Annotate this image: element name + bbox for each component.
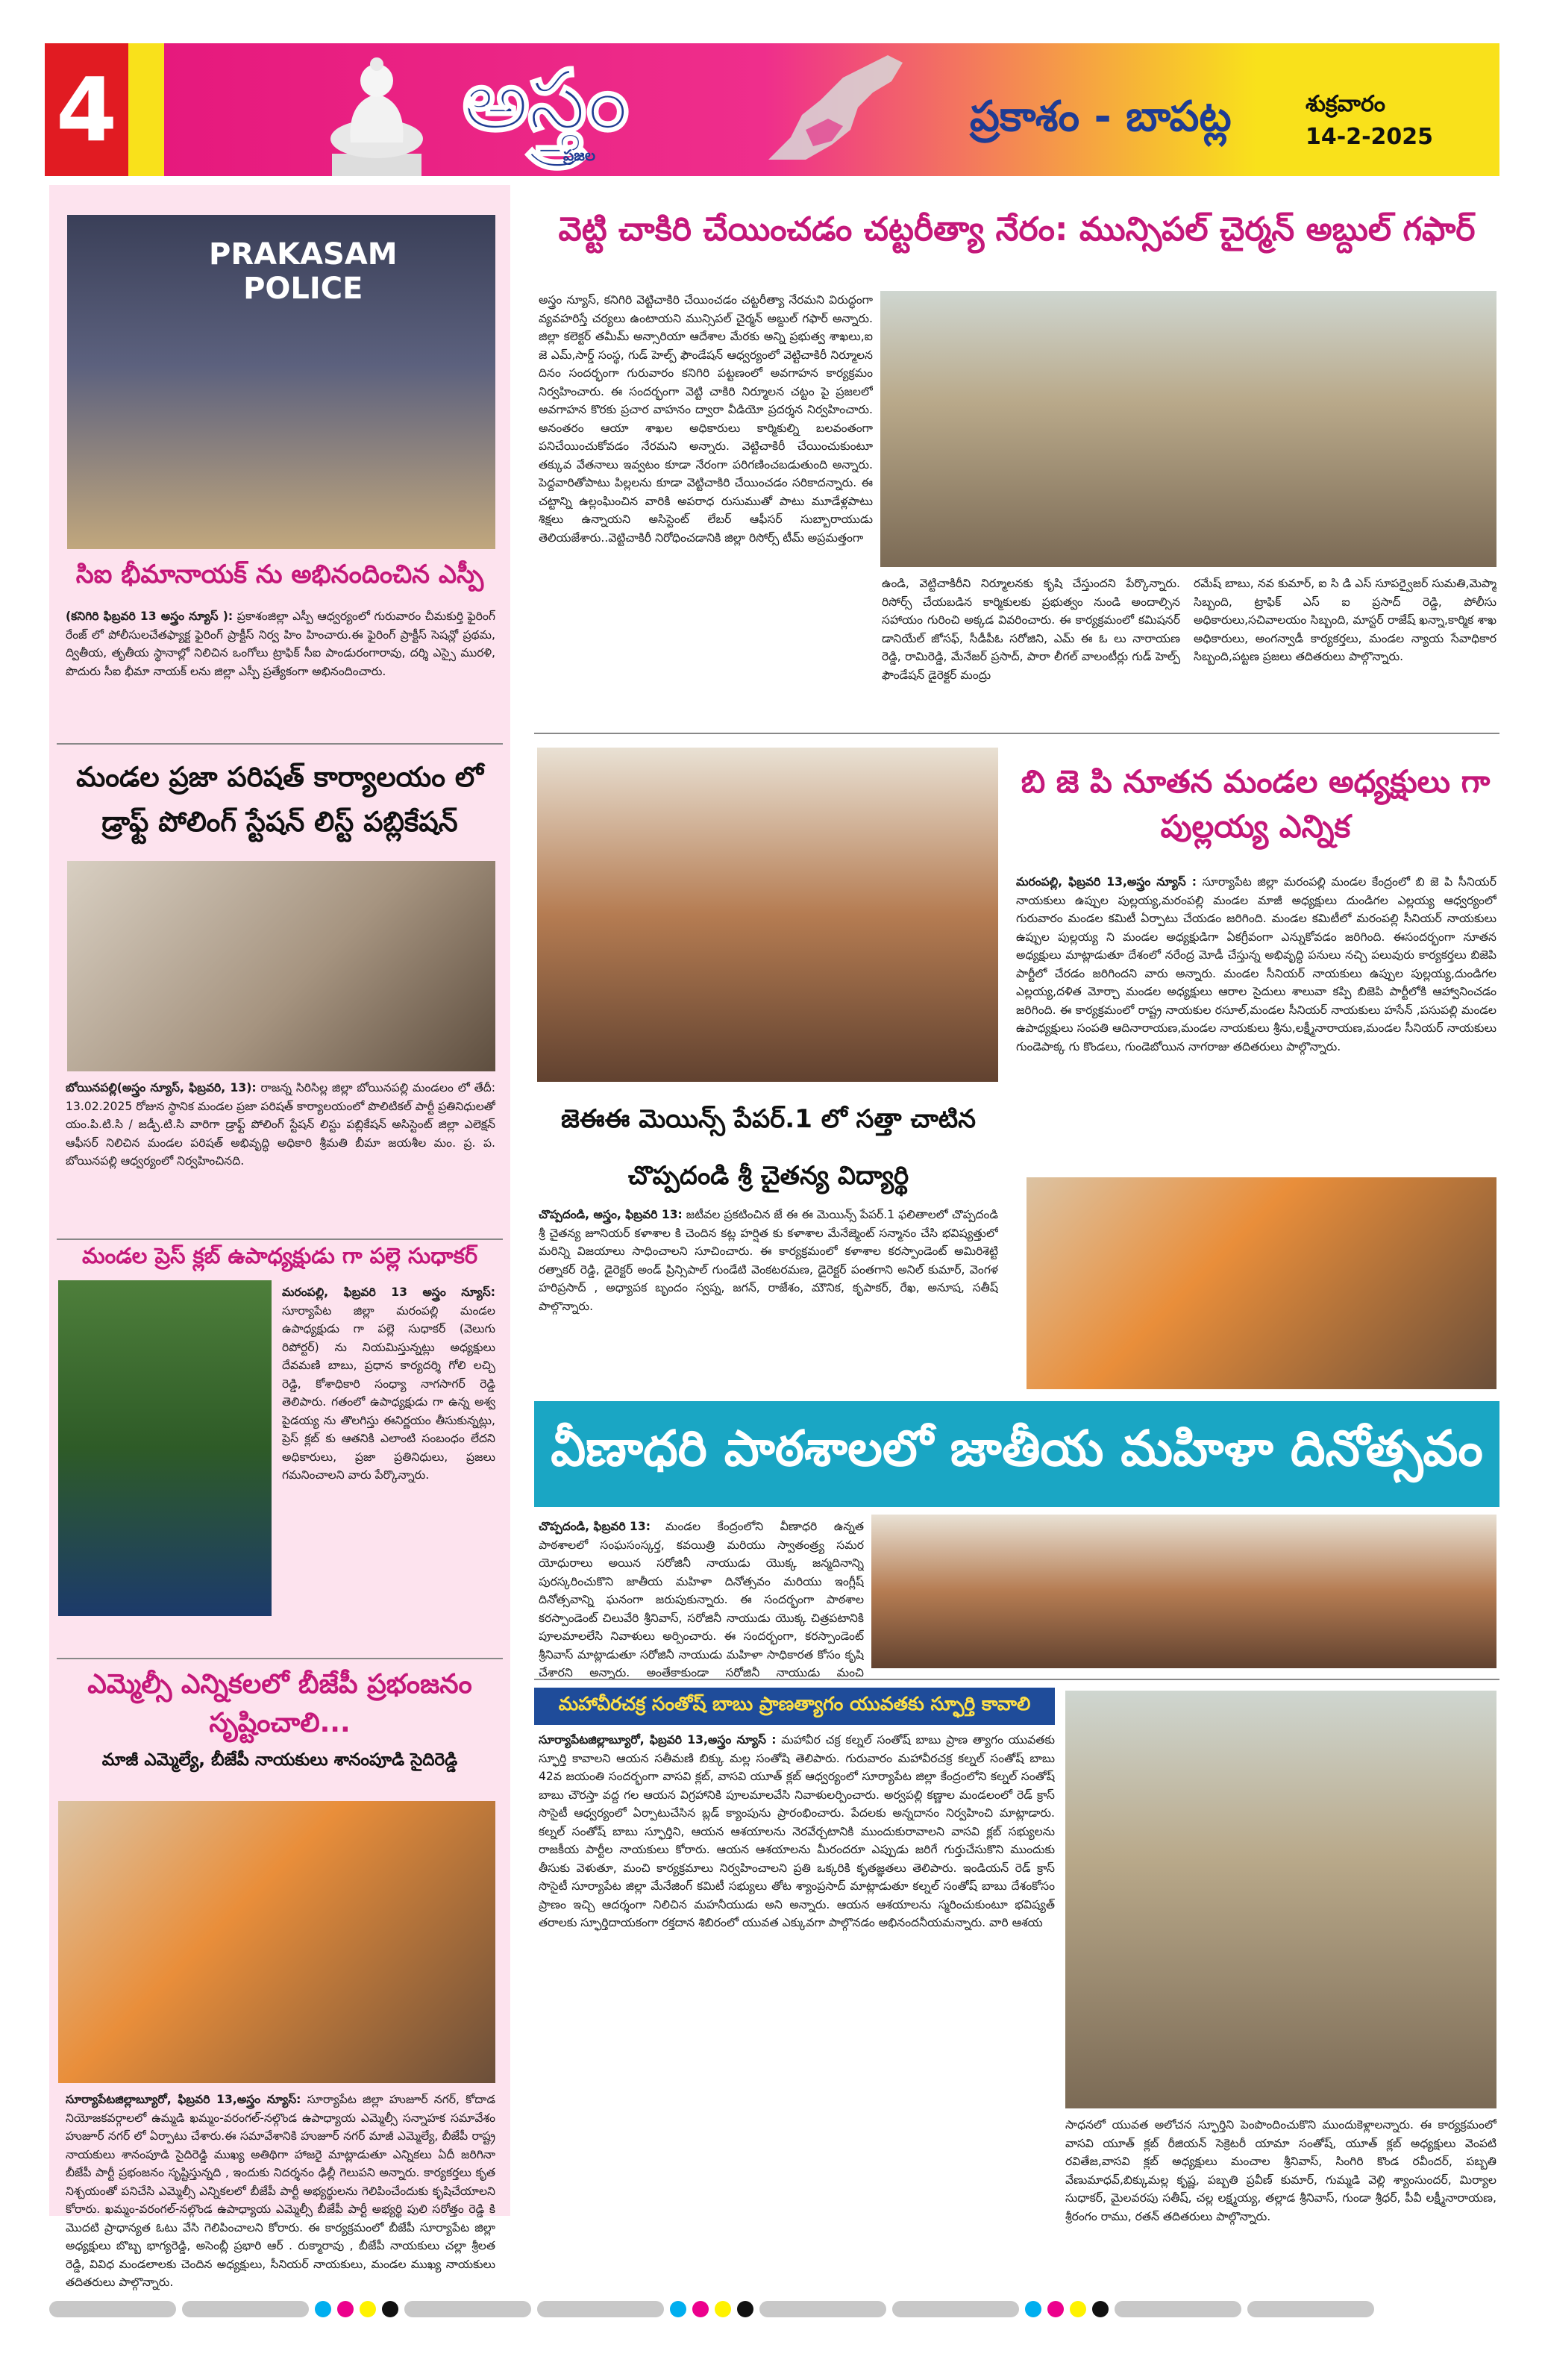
student-felicitation-photo <box>537 748 998 1082</box>
issue-day: శుక్రవారం <box>1306 91 1385 117</box>
headline-jee-result: జెఈఈ మెయిన్స్ పేపర్.1 లో సత్తా చాటిన చొప్పదండి శ్రీ చైతన్య విద్యార్థి <box>560 1104 977 1191</box>
headline-bjp-mlc: ఎమ్మెల్సీ ఎన్నికలలో బీజేపీ ప్రభంజనం సృష్టించాలి... <box>87 1669 472 1738</box>
masthead <box>45 43 1499 176</box>
article-santosh-babu-col2 <box>1065 2116 1496 2283</box>
dateline: బోయినపల్లి(అస్త్రం న్యూస్, ఫిబ్రవరి, 13): <box>66 1081 257 1095</box>
divider <box>57 1658 503 1659</box>
article-ci-felicitation <box>66 607 495 734</box>
divider <box>57 743 503 745</box>
article-text: అస్త్రం న్యూస్, కనిగిరి వెట్టిచాకిరి చేయించడం చట్టరీత్యా నేరమని విరుద్ధంగా వ్యవహరిస్తే చర్యలు ఉంటాయని మున్సిపల్ చైర్మన్ అబ్దుల్ గఫార్ అన్నారు. జిల్లా కలెక్టర్ తమీమ్ అన్సారియా ఆదేశాల మేరకు అన్ని ప్రభుత్వ శాఖలు,ఐ జె ఎమ్,సార్డ్ సంస్థ, గుడ్ హెల్ప్ ఫౌండేషన్ ఆధ్వర్యంలో వెట్టిచాకిరీ నిర్మూలన దినం సందర్భంగా గురువారం కనిగిరి పట్టణంలో అవగాహన కార్యక్రమం నిర్వహించారు. ఈ సందర్భంగా వెట్టి చాకిరి నిర్మూలన చట్టం పై ప్రజలలో అవగాహన కొరకు ప్రచార వాహనం ద్వారా వీడియో ప్రదర్శన నిర్వహించారు. అనంతరం ఆయా శాఖల అధికారులు కార్మికుల్ని బలవంతంగా పనిచేయించుకోవడం నేరమని అన్నారు. వెట్టిచాకిరీ చేయించుకుంటూ తక్కువ వేతనాలు ఇవ్వటం కూడా నేరంగా పరిగణించబడుతుంది అన్నారు. పెద్దవారితోపాటు పిల్లలను కూడా వెట్టిచాకిరి చేయించడం సరికాదన్నారు. ఈ చట్టాన్ని ఉల్లంఘించిన వారికి అపరాధ రుసుముతో పాటు మూడేళ్లపాటు శిక్షలు ఉన్నాయని అసిస్టెంట్ లేబర్ ఆఫీసర్ సుబ్బారాయుడు తెలియజేశారు..వెట్టిచాకిరీ నిరోధించడానికి జిల్లా రిసోర్స్ టీమ్ అప్రమత్తంగా <box>539 293 873 545</box>
dateline: చొప్పదండి, ఫిబ్రవరి 13: <box>539 1520 651 1533</box>
headline-santosh-babu: మహావీరచక్ర సంతోష్ బాబు ప్రాణత్యాగం యువతకు స్ఫూర్తి కావాలి <box>534 1688 1055 1725</box>
article-bonded-labour-col3 <box>1194 574 1496 724</box>
article-text: మండల కేంద్రంలోని వీణాధరి ఉన్నత పాఠశాలలో సంఘసంస్కర్త, కవయిత్రి మరియు స్వాతంత్ర్య సమర యోధురాలు అయిన సరోజినీ నాయుడు యొక్క జన్మదినాన్ని పురస్కరించుకొని జాతీయ మహిళా దినోత్సవం మరియు ఇంగ్లీష్ దినోత్సవాన్ని ఘనంగా జరుపుకున్నారు. ఈ సందర్భంగా పాఠశాల కరస్పాండెంట్ చిలువేరి శ్రీనివాస్, సరోజినీ నాయుడు యొక్క చిత్రపటానికి పూలమాలలేసి నివాళులు అర్పించారు. ఈ సందర్భంగా, కరస్పాండెంట్ శ్రీనివాస్ మాట్లాడుతూ సరోజినీ నాయుడు మహిళా సాధికారత కోసం కృషి చేశారని అన్నారు. అంతేకాకుండా సరోజినీ నాయుడు మంచి <box>539 1520 864 1679</box>
headline-ci-felicitation: సిఐ భీమానాయక్ ను అభినందించిన ఎస్పీ <box>75 560 484 589</box>
article-text: ఉండి, వెట్టిచాకిరీని నిర్మూలనకు కృషి చేస్తుందని పేర్కొన్నారు. రిసోర్స్ చేయబడిన కార్మికులకు ప్రభుత్వం నుండి అందాల్సిన సహాయం గురించి అక్కడ వివరించారు. ఈ కార్యక్రమంలో కమిషనర్ డానియేల్ జోసఫ్, సీడీపీఓ సరోజిని, ఎమ్ ఈ ఓ లు నారాయణ రెడ్డి, రామిరెడ్డి, మేనేజర్ ప్రసాద్, పారా లీగల్ వాలంటీర్లు గుడ్ హెల్ప్ ఫౌండేషన్ డైరెక్టర్ మంద్రు <box>882 577 1180 682</box>
dateline: చొప్పదండి, అస్త్రం, ఫిబ్రవరి 13: <box>539 1208 683 1221</box>
article-text: జటీవల ప్రకటించిన జే ఈ ఈ మెయిన్స్ పేపర్.1 ఫలితాలలో చొప్పదండి శ్రీ చైతన్య జూనియర్ కళాశాల కి చెందిన కట్ల హర్షిత కు కళాశాల మేనేజ్మెంట్ సన్మానం చేసి భవిష్యత్తులో మరిన్ని విజయాలు సాధించాలని సూచించారు. ఈ కార్యక్రమంలో కళాశాల కరస్పాండెంట్ అమిరిశెట్టి రత్నాకర్ రెడ్డి, డైరెక్టర్ అండ్ ప్రిన్సిపాల్ గుండేటి వెంకటరమణ, డైరెక్టర్ పంతగాని అనిల్ కుమార్, వెంగళ హరిప్రసాద్ , అధ్యాపక బృందం స్వప్న, జగన్, రాజేశం, మౌనిక, కృపాకర్, రేఖ, అనూష, సతీష్ పాల్గొన్నారు. <box>539 1208 998 1313</box>
awareness-rally-photo <box>880 291 1496 567</box>
dateline: సూర్యాపేటజిల్లాబ్యూరో, ఫిబ్రవరి 13,అస్త్రం న్యూస్: <box>66 2093 301 2106</box>
divider <box>534 733 1499 734</box>
dateline: మరంపల్లి, ఫిబ్రవరి 13,అస్త్రం న్యూస్ : <box>1016 875 1197 889</box>
article-text: సూర్యాపేట జిల్లా మరంపల్లి మండల ఉపాధ్యక్షుడు గా పల్లె సుధాకర్ (వెలుగు రిపోర్టర్) ను నియమిస్తున్నట్లు అధ్యక్షులు దేవమణి బాబు, ప్రధాన కార్యదర్శి గోలి లచ్చి రెడ్డి, కోశాధికారి సంధ్యా నాగసాగర్ రెడ్డి తెలిపారు. గతంలో ఉపాధ్యక్షుడు గా ఉన్న అశ్వ పైడయ్య ను తొలగిస్తు ఈనిర్ణయం తీసుకున్నట్లు, ప్రెస్ క్లబ్ కు ఆతనికి ఎలాంటి సంబంధం లేదని అధికారులు, ప్రజా ప్రతినిధులు, ప్రజలు గమనించాలని వారు పేర్కొన్నారు. <box>282 1303 495 1482</box>
article-text: రాజన్న సిరిసిల్ల జిల్లా బోయినపల్లి మండలం లో తేదీ: 13.02.2025 రోజున స్థానిక మండల ప్రజా పరిషత్ కార్యాలయంలో పొలిటికల్ పార్టీ ప్రతినిధులతో యం.పి.టి.సి / జడ్పీ.టి.సి వారిగా డ్రాఫ్ట్ పోలింగ్ స్టేషన్ లిస్టు పబ్లికేషన్ అసిస్టెంట్ జిల్లా ఎలెక్షన్ ఆఫీసర్ నిలిచిన మండల పరిషత్ అభివృద్ధి అధికారి శ్రీమతి బీమా జయశీల మం. ప్ర. ప. బోయినపల్లి ఆధ్వర్యంలో నిర్వహించినది. <box>66 1081 495 1168</box>
article-text: మహావీర చక్ర కల్నల్ సంతోష్ బాబు ప్రాణ త్యాగం యువతకు స్ఫూర్తి కావాలని ఆయన సతీమణి బిక్కు మల్ల సంతోషి తెలిపారు. గురువారం మహావీరచక్ర కల్నల్ సంతోష్ బాబు 42వ జయంతి సందర్భంగా వాసవి క్లబ్, వాసవి యూత్ క్లబ్ ఆధ్వర్యంలో సూర్యాపేట జిల్లా కేంద్రంలోని కల్నల్ సంతోష్ బాబు చౌరస్తా వద్ద గల ఆయన విగ్రహానికి పూలమాలవేసి నివాళులర్పించారు. అర్వపల్లి కణ్ణాల మండలంలో రెడ్ క్రాస్ సొసైటీ ఆధ్వర్యంలో ఏర్పాటుచేసిన బ్లడ్ క్యాంపును ప్రారంభించారు. పేదలకు అన్నదానం నిర్వహించి మాట్లాడారు. కల్నల్ సంతోష్ బాబు స్ఫూర్తిని, ఆయన ఆశయాలను నెరవేర్చటానికి ముందుకురావాలని వాసవి క్లబ్ సభ్యులను రాజకీయ పార్టీల నాయకులు కోరారు. ఆయన ఆశయాలను మీరందరూ ఎప్పుడు జరిగే గుర్తుచేసుకొని ముందుకు తీసుకు వెళుతూ, మంచి కార్యక్రమాలు నిర్వహించాలని ప్రతి ఒక్కరికి కృతజ్ఞతలు తెలిపారు. ఇండియన్ రెడ్ క్రాస్ సొసైటీ సూర్యాపేట జిల్లా మేనేజింగ్ కమిటీ సభ్యులు తోట శ్యాంప్రసాద్ మాట్లాడుతూ కల్నల్ సంతోష్ బాబు దేశంకోసం ప్రాణం ఇచ్చి ఆదర్శంగా నిలిచిన మహనీయుడు అని అన్నారు. ఆయన ఆశయాలను స్మరించుకుంటూ భవిష్యత్ తరాలకు స్ఫూర్తిదాయకంగా రక్తదాన శిబిరంలో యువత ఎక్కువగా పాల్గొనడం అభినందనీయమన్నారు. వారి ఆశయ <box>539 1733 1055 1929</box>
police-award-photo <box>67 215 495 549</box>
article-text: సూర్యాపేట జిల్లా మరంపల్లి మండల కేంద్రంలో బి జె పి సీనియర్ నాయకులు ఉప్పుల పుల్లయ్య,మరంపల్లి మండల మాజీ అధ్యక్షులు దుండిగల ఎల్లయ్య ఆధ్వర్యంలో గురువారం మండల కమిటీ ఏర్పాటు చేయడం జరిగింది. మండల కమిటీలో మరంపల్లి సీనియర్ నాయకులు ఉప్పుల పుల్లయ్య ని మండల అధ్యక్షుడిగా ఏకగ్రీవంగా ఎన్నుకోవడం జరిగింది. ఈసందర్భంగా నూతన అధ్యక్షులు మాట్లాడుతూ దేశంలో నరేంద్ర మోడీ చేస్తున్న అభివృద్ధి పనులు నచ్చి పలువురు కార్యకర్తలు బిజెపి పార్టీలో చేరడం జరిగిందని వారు అన్నారు. మండల సీనియర్ నాయకులు ఉప్పుల పుల్లయ్య,దుండిగల ఎల్లయ్య,దళిత మోర్చా మండల అధ్యక్షులు ఆరాల సైదులు శాలువా కప్పి బిజెపి పార్టీలోకి ఆహ్వానించడం జరిగింది. ఈ కార్యక్రమంలో రాష్ట్ర నాయకుల రసూల్,మండల సీనియర్ నాయకులు హసేన్ ,పసుపల్లి మండల ఉపాధ్యక్షులు సంపతి ఆదినారాయణ,మండల నాయకులు శ్రీను,లక్ష్మీనారాయణ,మండల సీనియర్ నాయకులు గుండెపాక్క గు కొండలు, గుండెబోయిన నాగరాజు తదితరులు పాల్గొన్నారు. <box>1016 875 1496 1053</box>
bjp-meeting-photo <box>58 1801 495 2083</box>
headline-press-club: మండల ప్రెస్ క్లబ్ ఉపాధ్యక్షుడు గా పల్లె సుధాకర్ <box>81 1243 478 1268</box>
date-block <box>1306 88 1433 154</box>
left-column <box>49 185 510 2289</box>
logo-tag: ప్రజల <box>563 146 596 164</box>
article-text: రమేష్ బాబు, నవ కుమార్, ఐ సి డి ఎస్ సూపర్వైజర్ సుమతి,మెప్మా సిబ్బంది, ట్రాఫిక్ ఎస్ ఐ ప్రసాద్ రెడ్డి, పోలీసు అధికారులు,సచివాలయం సిబ్బంది, మాస్టర్ రాజేష్ ఖన్నా,కార్మిక శాఖ అధికారులు, అంగన్వాడీ కార్యకర్తలు, మండల న్యాయ సేవాధికార సిబ్బంది,పట్టణ ప్రజలు తదితరులు పాల్గొన్నారు. <box>1194 577 1496 663</box>
article-text: సాధనలో యువత అలోచన స్ఫూర్తిని పెంపొందించుకొని ముందుకెళ్లాలన్నారు. ఈ కార్యక్రమంలో వాసవి యూత్ క్లబ్ రీజియన్ సెక్రెటరీ యామా సంతోష్, యూత్ క్లబ్ అధ్యక్షులు వెంపటి రవితేజ,వాసవి క్లబ్ అధ్యక్షులు మంచాల శ్రీనివాస్, సింగిరి కొండ రవీందర్, పబ్బతి వేణుమాధవ్,బిక్కుమల్ల కృష్ణ, పబ్బతి ప్రవీణ్ కుమార్, గుమ్మడి వెల్లి శ్యాంసుందర్, మిర్యాల సుధాకర్, మైలవరపు సతీష్, చల్ల లక్ష్మయ్య, తల్లాడ శ్రీనివాస్, గుండా శ్రీధర్, పీవీ లక్ష్మీనారాయణ, శ్రీరంగం రాము, రతన్ తదితరులు పాల్గొన్నారు. <box>1065 2118 1496 2223</box>
newspaper-logo: అస్త్రం <box>463 52 628 149</box>
article-bonded-labour-col2 <box>882 574 1180 724</box>
issue-date: 14-2-2025 <box>1306 124 1434 150</box>
divider <box>534 1679 1499 1680</box>
edition-name: ప్రకాశం - బాపట్ల <box>970 93 1232 141</box>
article-press-club <box>282 1283 495 1634</box>
article-text: ప్రకాశంజిల్లా ఎస్పీ ఆధ్వర్యంలో గురువారం చీమకుర్తి ఫైరింగ్ రేంజ్ లో పోలీసులచేతఫ్యాక్ట ఫైరింగ్ ప్రాక్టీస్ నిర్వ హిం హించారు.ఈ ఫైరింగ్ ప్రాక్టీస్ సెషన్లో ప్రథమ, ద్వితీయ, తృతీయ స్థానాల్లో నిలిచిన ఒంగోలు ట్రాఫిక్ సీఐ పాండురంగారావు, దర్శి ఎస్సై మురళి, పొదురు సీఐ భీమా నాయక్ లను జిల్లా ఎస్పీ ప్రత్యేకంగా అభినందించారు. <box>66 610 495 678</box>
article-womens-day-text <box>539 1518 864 1679</box>
sudhakar-portrait-photo <box>58 1280 272 1616</box>
police-badge-text: PRAKASAM POLICE <box>209 237 398 306</box>
article-santosh-babu <box>539 1731 1055 2283</box>
dateline: మరంపల్లి, ఫిబ్రవరి 13 అస్త్రం న్యూస్: <box>282 1285 495 1299</box>
statue-tribute-photo <box>1065 1691 1496 2108</box>
bjp-election-photo <box>1027 1177 1496 1389</box>
article-text: సూర్యాపేట జిల్లా హుజూర్ నగర్, కోదాడ నియోజకవర్గాలలో ఉమ్మడి ఖమ్మం-వరంగల్-నల్గొండ ఉపాధ్యాయ ఎమ్మెల్సీ సన్నాహక సమావేశం హుజూర్ నగర్ లో ఏర్పాటు చేశారు.ఈ సమావేశానికి హుజూర్ నగర్ మాజీ ఎమ్మెల్యే, బీజేపీ రాష్ట్ర నాయకులు శానంపూడి సైదిరెడ్డి ముఖ్య అతిథిగా హాజరై మాట్లాడుతూ ఎన్నికలు ఏదీ జరిగినా బీజేపీ పార్టీ ప్రభంజనం సృష్టిస్తున్నది , ఇందుకు నిదర్శనం ఢిల్లీ గెలుపని అన్నారు. కార్యకర్తలు కృత నిశ్చయంతో పనిచేసి ఎమ్మెల్సీ ఎన్నికలలో బీజేపీ పార్టీ అభ్యర్థులను గెలిపించేందుకు కృషిచేయాలని కోరారు. ఖమ్మం-వరంగల్-నల్గొండ ఉపాధ్యాయ ఎమ్మెల్సీ బీజేపీ పార్టీ అభ్యర్థి పులి సరోత్తం రెడ్డి కి మొదటి ప్రాధాన్యత ఓటు వేసి గెలిపించాలని కోరారు. ఈ కార్యక్రమంలో బీజేపీ సూర్యాపేట జిల్లా అధ్యక్షులు బొబ్బ భాగ్యరెడ్డి, అసెంబ్లీ ప్రభారి ఆర్ . రుక్మారావు , బీజేపీ నాయకులు చల్లా శ్రీలత రెడ్డి, వివిధ మండలాలకు చెందిన అధ్యక్షులు, సీనియర్ నాయకులు, మండల ముఖ్య నాయకులు తదితరులు పాల్గొన్నారు. <box>66 2093 495 2289</box>
subhead-bjp-mlc: మాజీ ఎమ్మెల్యే, బీజేపీ నాయకులు శానంపూడి సైదిరెడ్డి <box>101 1750 458 1770</box>
masthead-band <box>164 43 1256 176</box>
office-meeting-photo <box>67 861 495 1071</box>
footer-color-strip <box>49 2299 1499 2319</box>
article-bonded-labour-col1 <box>539 291 873 724</box>
buddha-statue-icon <box>317 49 436 176</box>
article-polling-list <box>66 1079 495 1228</box>
banner-womens-day: వీణాధరి పాఠశాలలో జాతీయ మహిళా దినోత్సవం <box>534 1401 1499 1507</box>
article-bjp-president <box>1016 873 1496 1164</box>
dateline: (కనిగిరి ఫిబ్రవరి 13 అస్త్రం న్యూస్ ): <box>66 610 234 623</box>
article-jee-result <box>539 1206 998 1392</box>
dateline: సూర్యాపేటజిల్లాబ్యూరో, ఫిబ్రవరి 13,అస్త్రం న్యూస్ : <box>539 1733 777 1747</box>
headline-polling-list: మండల ప్రజా పరిషత్ కార్యాలయం లో డ్రాఫ్ట్ పోలింగ్ స్టేషన్ లిస్ట్ పబ్లికేషన్ <box>76 761 483 838</box>
school-event-photo <box>871 1515 1496 1668</box>
divider <box>57 1238 503 1240</box>
page-number: 4 <box>45 43 128 176</box>
headline-bonded-labour: వెట్టి చాకిరి చేయించడం చట్టరీత్యా నేరం: మున్సిపల్ చైర్మన్ అబ్దుల్ గఫార్ <box>558 210 1476 248</box>
andhra-map-icon <box>761 48 910 167</box>
headline-bjp-president: బి జె పి నూతన మండల అధ్యక్షులు గా పుల్లయ్య ఎన్నిక <box>1021 763 1491 845</box>
